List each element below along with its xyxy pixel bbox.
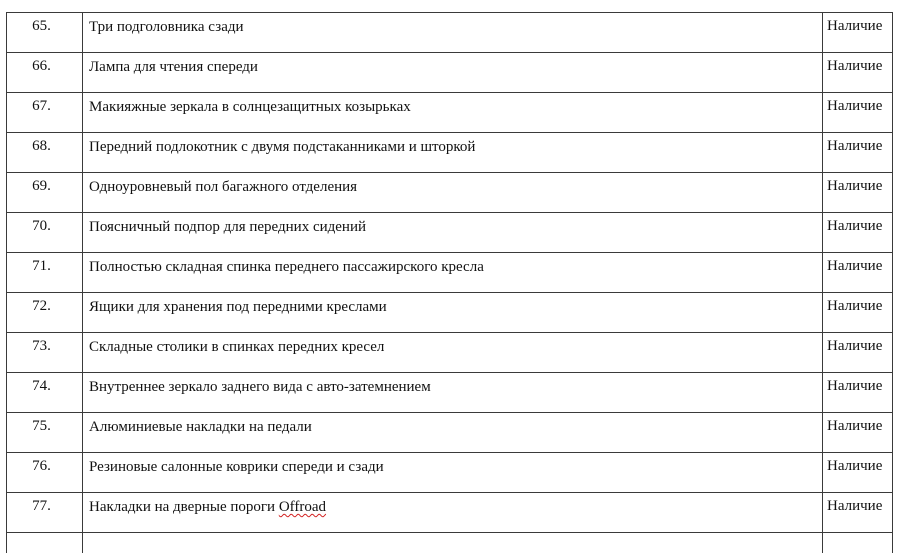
feature-name: Одноуровневый пол багажного отделения	[83, 173, 823, 213]
row-number: 77.	[7, 493, 83, 533]
feature-name: Резиновые салонные коврики спереди и сзади	[83, 453, 823, 493]
table-row	[7, 333, 893, 373]
table-row	[7, 253, 893, 293]
feature-name: Алюминиевые накладки на педали	[83, 413, 823, 453]
feature-status: Наличие	[823, 13, 893, 53]
row-number: 74.	[7, 373, 83, 413]
row-number: 65.	[7, 13, 83, 53]
table-row	[7, 213, 893, 253]
feature-status: Наличие	[823, 213, 893, 253]
row-number: 69.	[7, 173, 83, 213]
row-number: 75.	[7, 413, 83, 453]
feature-name-prefix: Накладки на дверные пороги	[89, 499, 279, 515]
feature-status: Наличие	[823, 493, 893, 533]
feature-status-cut	[823, 533, 893, 553]
spellcheck-flagged-word[interactable]: Offroad	[279, 499, 326, 515]
table-row	[7, 453, 893, 493]
row-number: 66.	[7, 53, 83, 93]
table-row	[7, 133, 893, 173]
row-number: 76.	[7, 453, 83, 493]
feature-name	[83, 493, 823, 533]
feature-name: Макияжные зеркала в солнцезащитных козырьках	[83, 93, 823, 133]
feature-status: Наличие	[823, 333, 893, 373]
feature-name: Складные столики в спинках передних кресел	[83, 333, 823, 373]
feature-status: Наличие	[823, 253, 893, 293]
row-number: 68.	[7, 133, 83, 173]
row-number-cut	[7, 533, 83, 553]
feature-status: Наличие	[823, 93, 893, 133]
row-number: 72.	[7, 293, 83, 333]
table-row	[7, 13, 893, 53]
table-row	[7, 373, 893, 413]
feature-name: Поясничный подпор для передних сидений	[83, 213, 823, 253]
table-row	[7, 93, 893, 133]
feature-name-cut	[83, 533, 823, 553]
table-row	[7, 493, 893, 533]
table-row	[7, 413, 893, 453]
feature-status: Наличие	[823, 133, 893, 173]
table-row	[7, 293, 893, 333]
row-number: 67.	[7, 93, 83, 133]
feature-name: Полностью складная спинка переднего пассажирского кресла	[83, 253, 823, 293]
row-number: 70.	[7, 213, 83, 253]
feature-status: Наличие	[823, 293, 893, 333]
feature-name: Внутреннее зеркало заднего вида с авто-затемнением	[83, 373, 823, 413]
row-number: 73.	[7, 333, 83, 373]
feature-name: Три подголовника сзади	[83, 13, 823, 53]
row-number: 71.	[7, 253, 83, 293]
feature-name: Передний подлокотник с двумя подстаканниками и шторкой	[83, 133, 823, 173]
feature-status: Наличие	[823, 413, 893, 453]
table-row	[7, 173, 893, 213]
feature-status: Наличие	[823, 373, 893, 413]
table-row	[7, 53, 893, 93]
feature-name: Лампа для чтения спереди	[83, 53, 823, 93]
equipment-table	[6, 12, 893, 553]
feature-status: Наличие	[823, 453, 893, 493]
feature-status: Наличие	[823, 53, 893, 93]
feature-name: Ящики для хранения под передними креслами	[83, 293, 823, 333]
table-row-partial	[7, 533, 893, 553]
feature-status: Наличие	[823, 173, 893, 213]
